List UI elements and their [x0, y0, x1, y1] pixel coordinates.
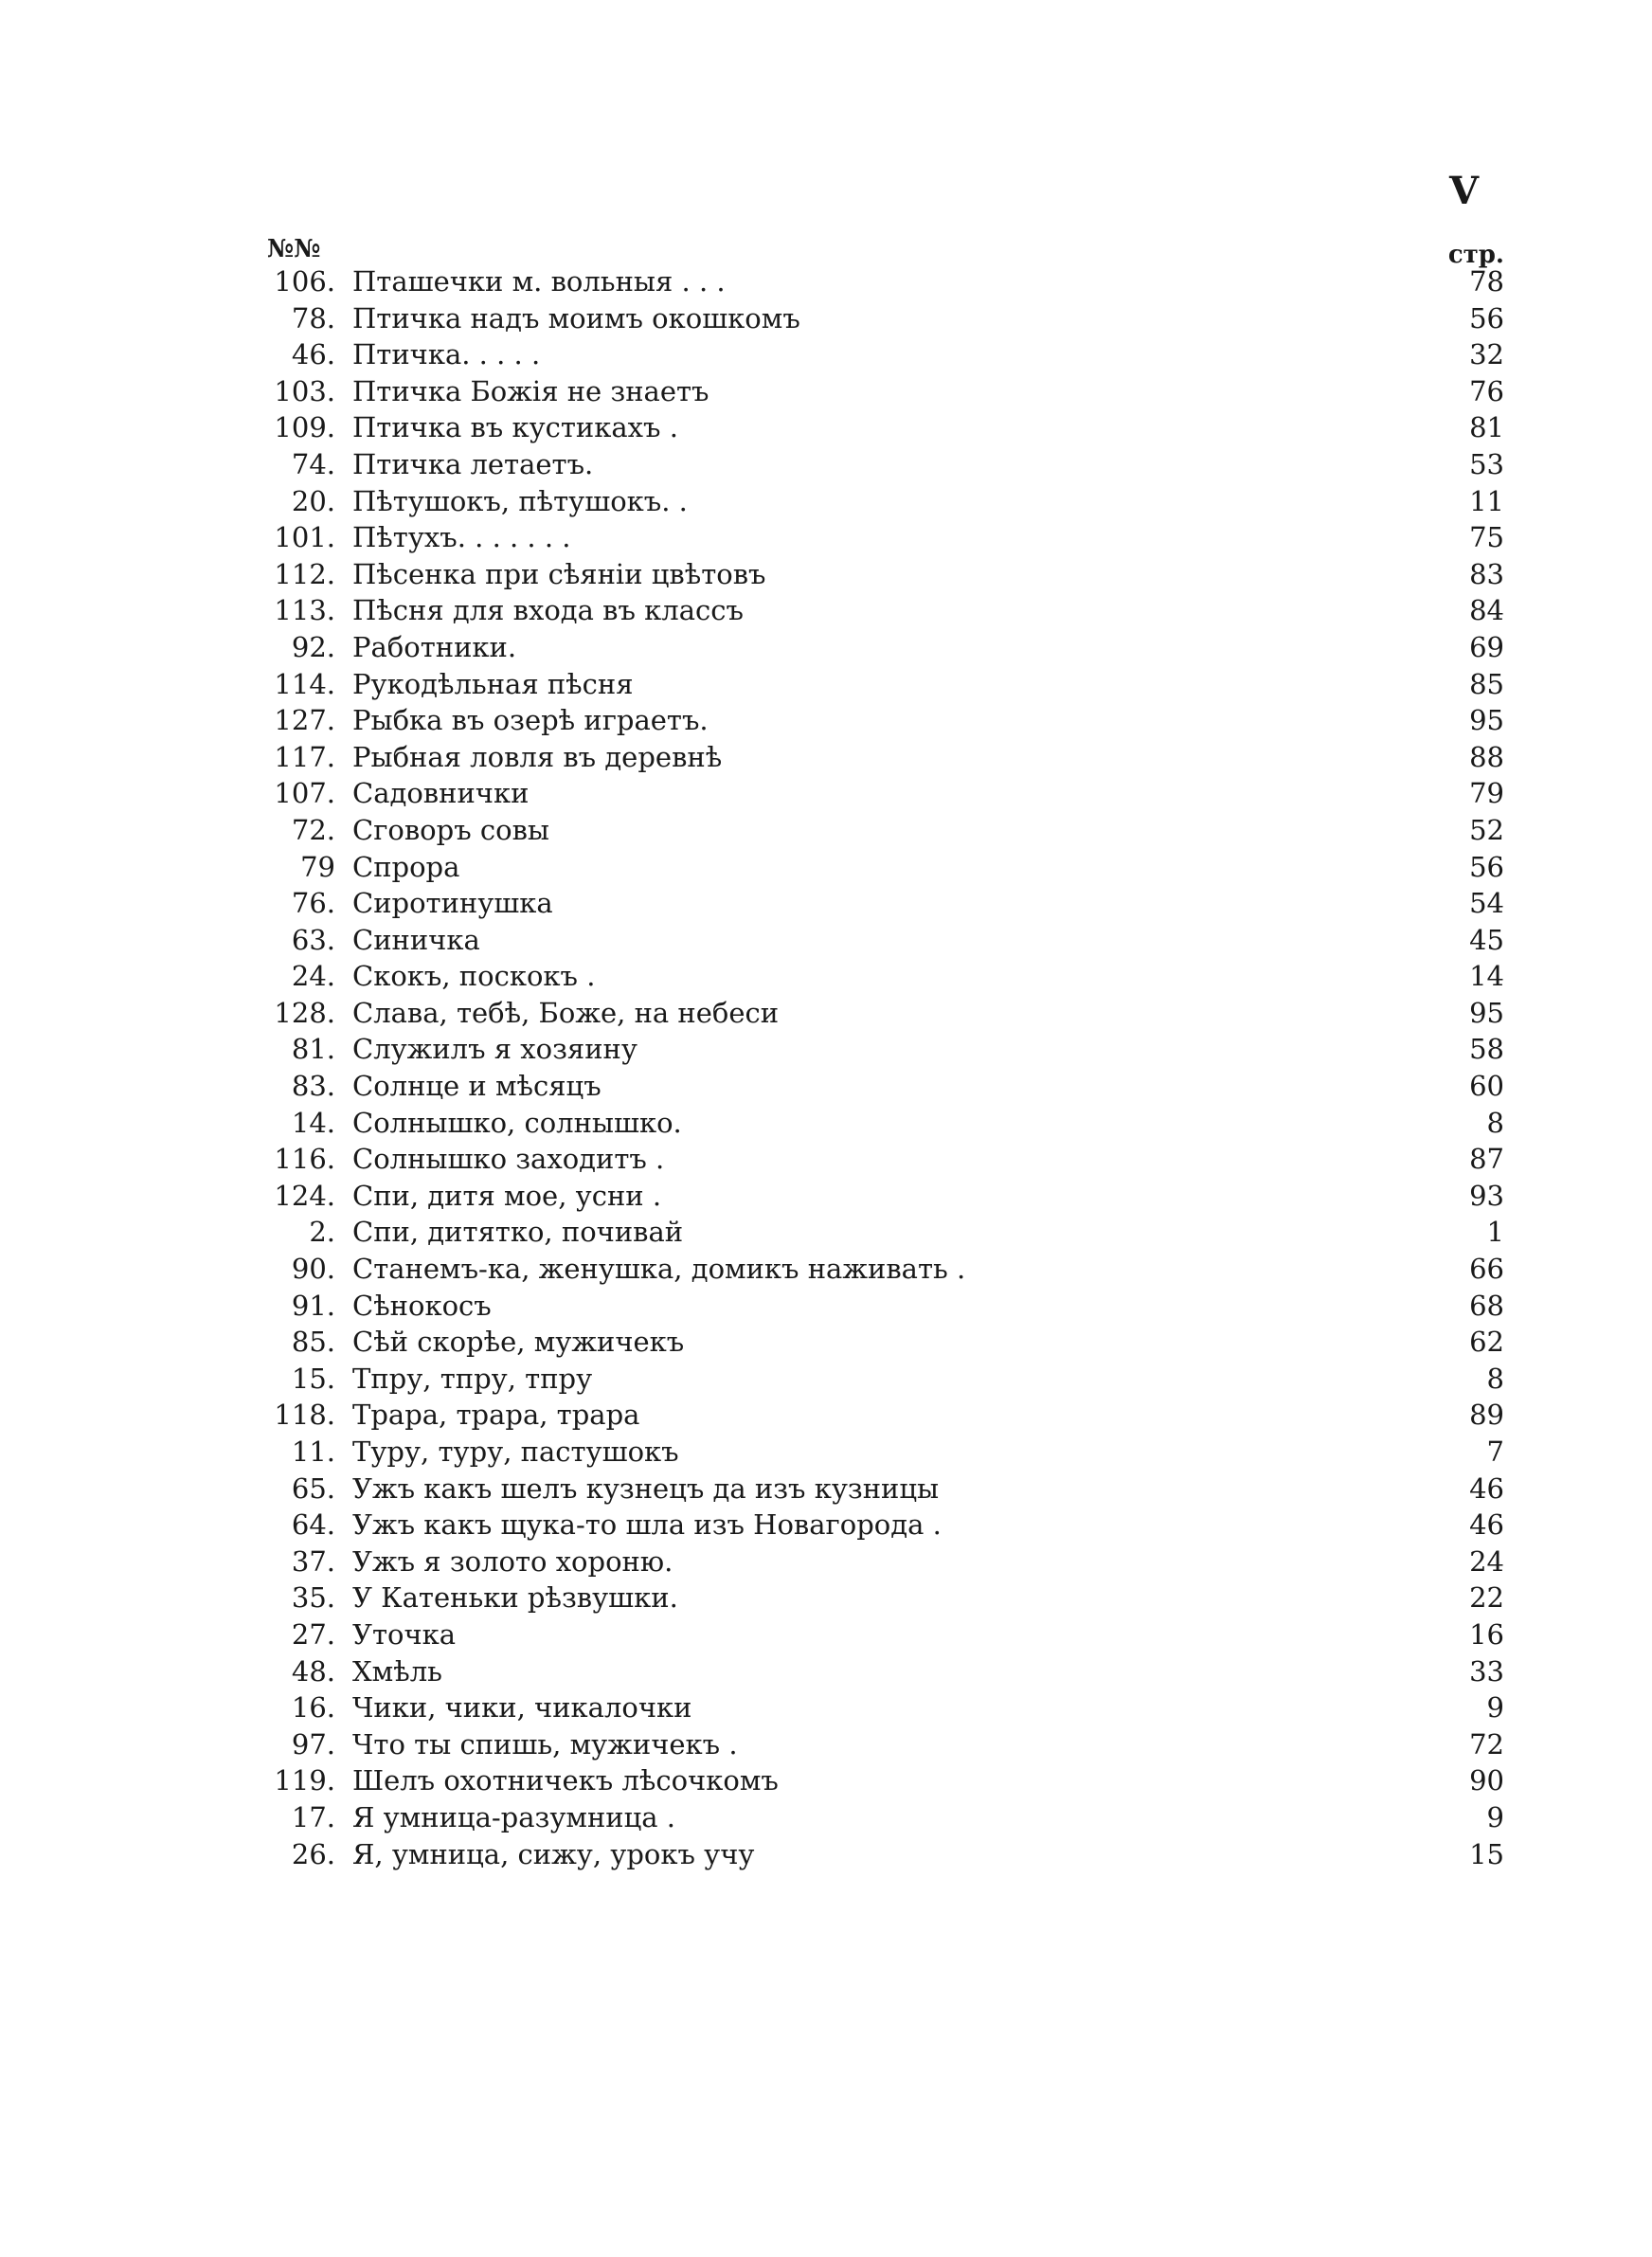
entry-number: 91.: [291, 1289, 335, 1322]
toc-entry: [267, 1178, 1504, 1215]
toc-entry: [267, 263, 1504, 300]
toc-entry: [267, 446, 1504, 483]
toc-entry: [267, 336, 1504, 373]
entry-title: Я умница-разумница .: [352, 1800, 675, 1833]
entry-number: 97.: [291, 1727, 335, 1760]
entry-page: 7: [1486, 1435, 1504, 1468]
toc-entry: [267, 1031, 1504, 1068]
entry-number: 117.: [274, 740, 335, 773]
toc-entry: [267, 922, 1504, 959]
entry-page: 46: [1469, 1472, 1504, 1505]
entry-page: 8: [1486, 1362, 1504, 1395]
entry-number: 124.: [274, 1179, 335, 1212]
toc-entry: [267, 1507, 1504, 1544]
entry-number: 24.: [291, 960, 335, 993]
entry-page: 93: [1469, 1179, 1504, 1212]
entry-page: 32: [1469, 338, 1504, 371]
entry-page: 62: [1469, 1326, 1504, 1359]
entry-page: 85: [1469, 667, 1504, 700]
toc-entry: [267, 1836, 1504, 1873]
entry-title: Птичка летаетъ.: [352, 447, 594, 480]
entry-page: 87: [1469, 1143, 1504, 1176]
entry-number: 127.: [274, 704, 335, 737]
entry-page: 88: [1469, 740, 1504, 773]
entry-page: 56: [1469, 301, 1504, 334]
toc-entry: [267, 1799, 1504, 1836]
header-page-label: стр.: [1447, 241, 1504, 269]
entry-page: 66: [1469, 1253, 1504, 1286]
entry-title: Сѣй скорѣе, мужичекъ: [352, 1326, 685, 1359]
entry-number: 76.: [291, 887, 335, 920]
entry-number: 2.: [309, 1216, 335, 1249]
entry-number: 64.: [291, 1508, 335, 1542]
entry-page: 15: [1469, 1837, 1504, 1870]
toc-header: [267, 235, 1504, 267]
toc-entry: [267, 556, 1504, 593]
entry-number: 81.: [291, 1033, 335, 1066]
entry-number: 119.: [274, 1764, 335, 1797]
entry-title: Что ты спишь, мужичекъ .: [352, 1727, 738, 1760]
entry-number: 74.: [291, 447, 335, 480]
entry-page: 84: [1469, 594, 1504, 627]
toc-entry: [267, 1471, 1504, 1508]
entry-title: Спи, дитятко, почивай: [352, 1216, 684, 1249]
entry-number: 27.: [291, 1617, 335, 1651]
entry-title: Сиротинушка: [352, 887, 553, 920]
entry-page: 52: [1469, 813, 1504, 846]
entry-page: 58: [1469, 1033, 1504, 1066]
entry-title: Спи, дитя мое, усни .: [352, 1179, 662, 1212]
entry-number: 103.: [274, 374, 335, 407]
toc-entry: [267, 702, 1504, 739]
entry-page: 83: [1469, 557, 1504, 590]
entry-title: У Катеньки рѣзвушки.: [352, 1581, 678, 1615]
entry-page: 45: [1469, 923, 1504, 956]
entry-page: 24: [1469, 1544, 1504, 1578]
entry-title: Служилъ я хозяину: [352, 1033, 637, 1066]
toc-entry: [267, 1105, 1504, 1142]
entry-title: Уточка: [352, 1617, 457, 1651]
entry-title: Пѣтухъ. . . . . . .: [352, 521, 571, 554]
entry-page: 81: [1469, 411, 1504, 444]
entry-page: 95: [1469, 704, 1504, 737]
entry-number: 35.: [291, 1581, 335, 1615]
entry-page: 14: [1469, 960, 1504, 993]
entry-title: Птичка Божія не знаетъ: [352, 374, 709, 407]
entry-title: Рыбная ловля въ деревнѣ: [352, 740, 723, 773]
entry-page: 95: [1469, 996, 1504, 1029]
entry-number: 37.: [291, 1544, 335, 1578]
entry-number: 79: [300, 850, 335, 883]
entry-page: 9: [1486, 1800, 1504, 1833]
entry-title: Трара, трара, трара: [352, 1399, 640, 1432]
entry-number: 113.: [274, 594, 335, 627]
toc-entry: [267, 1068, 1504, 1105]
entry-page: 60: [1469, 1070, 1504, 1103]
entry-title: Работники.: [352, 630, 517, 663]
entry-number: 90.: [291, 1253, 335, 1286]
entry-number: 118.: [274, 1399, 335, 1432]
entry-title: Пѣсня для входа въ классъ: [352, 594, 744, 627]
entry-number: 46.: [291, 338, 335, 371]
toc-entry: [267, 1689, 1504, 1726]
entry-title: Ужъ я золото хороню.: [352, 1544, 673, 1578]
toc-entry: [267, 1251, 1504, 1288]
entry-number: 78.: [291, 301, 335, 334]
entry-title: Рукодѣльная пѣсня: [352, 667, 634, 700]
toc-entry: [267, 373, 1504, 410]
entry-page: 9: [1486, 1691, 1504, 1724]
entry-number: 107.: [274, 777, 335, 810]
entry-page: 69: [1469, 630, 1504, 663]
entry-number: 116.: [274, 1143, 335, 1176]
toc-entry: [267, 1214, 1504, 1251]
entry-title: Сговоръ совы: [352, 813, 549, 846]
entry-number: 109.: [274, 411, 335, 444]
entry-number: 63.: [291, 923, 335, 956]
entry-title: Станемъ-ка, женушка, домикъ наживать .: [352, 1253, 966, 1286]
entry-title: Скокъ, поскокъ .: [352, 960, 596, 993]
toc-entry: [267, 519, 1504, 556]
entry-page: 54: [1469, 887, 1504, 920]
page-number: V: [1449, 169, 1480, 213]
toc-list: [267, 263, 1504, 1872]
toc-entry: [267, 958, 1504, 995]
toc-entry: [267, 1580, 1504, 1616]
entry-page: 16: [1469, 1617, 1504, 1651]
entry-number: 48.: [291, 1654, 335, 1688]
entry-page: 78: [1469, 265, 1504, 298]
entry-number: 16.: [291, 1691, 335, 1724]
toc-entry: [267, 739, 1504, 776]
entry-title: Шелъ охотничекъ лѣсочкомъ: [352, 1764, 779, 1797]
entry-number: 106.: [274, 265, 335, 298]
toc-entry: [267, 629, 1504, 666]
entry-title: Пѣсенка при сѣяніи цвѣтовъ: [352, 557, 766, 590]
toc-entry: [267, 409, 1504, 446]
entry-number: 15.: [291, 1362, 335, 1395]
toc-entry: [267, 1616, 1504, 1653]
entry-title: Пѣтушокъ, пѣтушокъ. .: [352, 484, 688, 517]
entry-title: Слава, тебѣ, Боже, на небеси: [352, 996, 780, 1029]
toc-entry: [267, 483, 1504, 520]
toc-entry: [267, 885, 1504, 922]
entry-title: Чики, чики, чикалочки: [352, 1691, 692, 1724]
entry-number: 114.: [274, 667, 335, 700]
toc-entry: [267, 1324, 1504, 1361]
entry-title: Птичка. . . . .: [352, 338, 541, 371]
entry-number: 112.: [274, 557, 335, 590]
toc-entry: [267, 775, 1504, 812]
toc-entry: [267, 1397, 1504, 1434]
toc-entry: [267, 812, 1504, 849]
entry-title: Туру, туру, пастушокъ: [352, 1435, 679, 1468]
entry-number: 65.: [291, 1472, 335, 1505]
toc-entry: [267, 1726, 1504, 1763]
entry-number: 14.: [291, 1106, 335, 1139]
entry-number: 11.: [291, 1435, 335, 1468]
toc-entry: [267, 1653, 1504, 1690]
entry-page: 33: [1469, 1654, 1504, 1688]
entry-page: 53: [1469, 447, 1504, 480]
entry-number: 20.: [291, 484, 335, 517]
toc-entry: [267, 1762, 1504, 1799]
toc-entry: [267, 592, 1504, 629]
entry-title: Солнышко заходитъ .: [352, 1143, 665, 1176]
entry-page: 76: [1469, 374, 1504, 407]
entry-page: 56: [1469, 850, 1504, 883]
entry-title: Солнце и мѣсяцъ: [352, 1070, 602, 1103]
entry-page: 8: [1486, 1106, 1504, 1139]
entry-number: 17.: [291, 1800, 335, 1833]
entry-title: Садовнички: [352, 777, 530, 810]
toc-entry: [267, 300, 1504, 337]
entry-title: Я, умница, сижу, урокъ учу: [352, 1837, 755, 1870]
entry-page: 79: [1469, 777, 1504, 810]
entry-title: Птичка надъ моимъ окошкомъ: [352, 301, 800, 334]
entry-number: 26.: [291, 1837, 335, 1870]
entry-number: 72.: [291, 813, 335, 846]
toc-entry: [267, 1361, 1504, 1398]
entry-page: 89: [1469, 1399, 1504, 1432]
entry-page: 11: [1469, 484, 1504, 517]
entry-page: 1: [1486, 1216, 1504, 1249]
toc-entry: [267, 995, 1504, 1032]
entry-title: Ужъ какъ щука-то шла изъ Новагорода .: [352, 1508, 942, 1542]
entry-page: 72: [1469, 1727, 1504, 1760]
entry-page: 90: [1469, 1764, 1504, 1797]
entry-title: Спрора: [352, 850, 460, 883]
entry-number: 83.: [291, 1070, 335, 1103]
toc-entry: [267, 1288, 1504, 1325]
entry-title: Синичка: [352, 923, 480, 956]
entry-number: 101.: [274, 521, 335, 554]
entry-title: Ужъ какъ шелъ кузнецъ да изъ кузницы: [352, 1472, 940, 1505]
entry-title: Солнышко, солнышко.: [352, 1106, 682, 1139]
entry-number: 85.: [291, 1326, 335, 1359]
toc-entry: [267, 1434, 1504, 1471]
entry-page: 22: [1469, 1581, 1504, 1615]
entry-number: 128.: [274, 996, 335, 1029]
entry-page: 68: [1469, 1289, 1504, 1322]
entry-number: 92.: [291, 630, 335, 663]
entry-page: 75: [1469, 521, 1504, 554]
entry-title: Сѣнокосъ: [352, 1289, 492, 1322]
toc-entry: [267, 1141, 1504, 1178]
toc-entry: [267, 1544, 1504, 1580]
entry-page: 46: [1469, 1508, 1504, 1542]
toc-entry: [267, 666, 1504, 703]
toc-entry: [267, 849, 1504, 886]
entry-title: Рыбка въ озерѣ играетъ.: [352, 704, 709, 737]
entry-title: Птичка въ кустикахъ .: [352, 411, 678, 444]
header-number-label: №№: [267, 235, 321, 263]
entry-title: Тпру, тпру, тпру: [352, 1362, 593, 1395]
entry-title: Хмѣль: [352, 1654, 442, 1688]
entry-title: Пташечки м. вольныя . . .: [352, 265, 726, 298]
